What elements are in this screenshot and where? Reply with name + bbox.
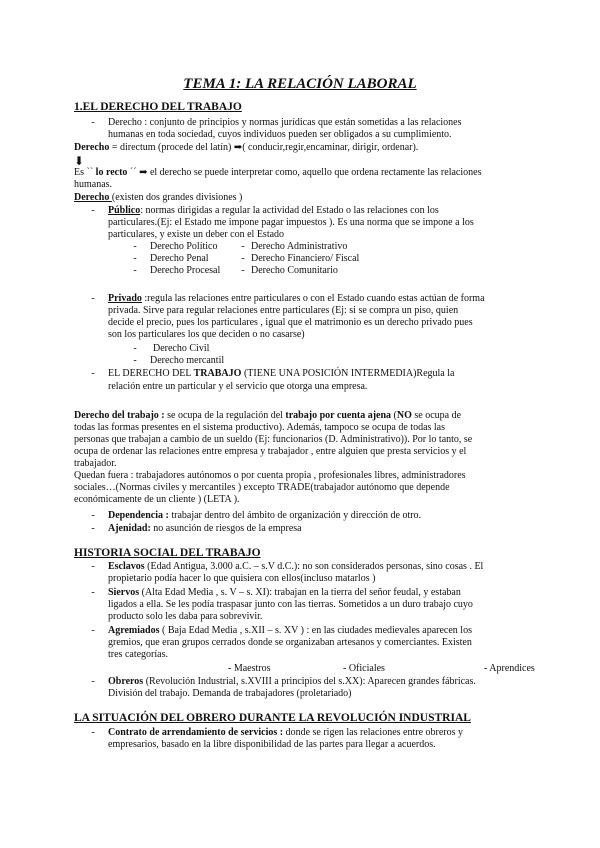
- public-law-item: Derecho Financiero/ Fiscal: [251, 253, 360, 264]
- etymology-line: [74, 142, 418, 154]
- no-term: NO: [396, 410, 412, 421]
- page-title: TEMA 1: LA RELACIÓN LABORAL: [183, 76, 417, 92]
- siervos-term: Siervos: [108, 587, 140, 598]
- lo-recto-term: lo recto: [95, 167, 128, 178]
- bullet-dash: -: [91, 368, 95, 379]
- esclavos-text: (Edad Antigua, 3.000 a.C. – s.V d.C.): no son considerados personas, sino cosas . El: [144, 561, 484, 572]
- contrato-line: [108, 727, 463, 739]
- bullet-dash: -: [91, 510, 95, 521]
- agremiados-line: gremios, que eran grupos cerrados donde se organizaban artesanos y comerciantes. Existen: [108, 637, 472, 648]
- derecho-trabajo-definition-line: trabajador.: [74, 458, 117, 469]
- definition-text: (: [391, 410, 397, 421]
- bullet-dash: -: [91, 205, 95, 216]
- dependencia-text: trabajar dentro del ámbito de organización y dirección de otro.: [168, 510, 422, 521]
- contrato-text: donde se rigen las relaciones entre obreros y: [283, 727, 464, 738]
- public-law-item: Derecho Penal: [150, 253, 209, 264]
- esclavos-line: [108, 561, 483, 573]
- privado-text: :regula las relaciones entre particulares o con el Estado cuando estas actúan de forma: [141, 293, 485, 304]
- lo-recto-prefix: Es ``: [74, 167, 96, 178]
- esclavos-term: Esclavos: [108, 561, 145, 572]
- obreros-line: División del trabajo. Demanda de trabajadores (proletariado): [108, 688, 352, 699]
- privado-line: [108, 293, 485, 305]
- publico-line: particulares.(Ej: el Estado me impone pagar impuestos ). Es una norma que se impone a los: [108, 217, 474, 228]
- bullet-dash: -: [91, 587, 95, 598]
- siervos-line: ligados a ella. Se les podía traspasar junto con las tierras. Sometidos a un duro trabajo cuyo: [108, 599, 473, 610]
- position-prefix: EL DERECHO DEL: [108, 368, 194, 379]
- obreros-text: (Revolución Industrial, s.XVIII a principios del s.XX): Aparecen grandes fábricas.: [143, 676, 476, 687]
- derecho-trabajo-position-line: relación entre un particular y el servicio que otorga una empresa.: [108, 381, 368, 392]
- etymology-text: = directum (procede del latín) ➡( conducir,regir,encaminar, dirigir, ordenar).: [109, 142, 419, 153]
- category-item: - Aprendices: [484, 663, 535, 674]
- bullet-dash: -: [133, 343, 137, 354]
- public-law-item: Derecho Comunitario: [251, 265, 338, 276]
- lo-recto-line: humanas.: [74, 179, 113, 190]
- position-text: (TIENE UNA POSICIÓN INTERMEDIA)Regula la: [241, 368, 455, 379]
- ajenidad-term: Ajenidad:: [108, 523, 151, 534]
- bullet-dash: -: [91, 727, 95, 738]
- privado-line: son los particulares los que deciden o no casarse): [108, 329, 305, 340]
- publico-line: [108, 205, 439, 217]
- agremiados-line: tres categorías.: [108, 649, 168, 660]
- publico-term: Público: [108, 205, 141, 216]
- privado-line: decide el precio, pues los particulares , igual que el matrimonio es un derecho privado pues: [108, 317, 473, 328]
- public-law-item: Derecho Administrativo: [251, 241, 348, 252]
- divisions-text: (existen dos grandes divisiones ): [111, 192, 243, 203]
- siervos-line: [108, 587, 461, 599]
- privado-term: Privado: [108, 293, 142, 304]
- bullet-dash: -: [133, 253, 137, 264]
- category-item: - Oficiales: [343, 663, 385, 674]
- dependencia-line: [108, 510, 421, 522]
- bullet-dash: -: [91, 561, 95, 572]
- derecho-trabajo-term: Derecho del trabajo :: [74, 410, 165, 421]
- agremiados-term: Agremiados: [108, 625, 160, 636]
- bullet-dash: -: [91, 676, 95, 687]
- derecho-trabajo-definition-line: todas las formas presentes en el sistema productivo). Además, tampoco se ocupa de todas las: [74, 422, 446, 433]
- quedan-fuera-line: Quedan fuera : trabajadores autónomos o por cuenta propia , profesionales libres, administradores: [74, 470, 466, 481]
- lo-recto-line: [74, 167, 481, 179]
- section-heading-situacion-obrero: LA SITUACIÓN DEL OBRERO DURANTE LA REVOLUCIÓN INDUSTRIAL: [74, 712, 471, 724]
- ajenidad-text: no asunción de riesgos de la empresa: [150, 523, 302, 534]
- derecho-trabajo-definition-line: personas que trabajan a cambio de un sueldo (Ej: funcionarios (D. Administrativo)). Por lo tanto, se: [74, 434, 473, 445]
- definition-text: se ocupa de la regulación del: [164, 410, 286, 421]
- contrato-line: empresarios, basado en la libre disponibilidad de las partes para llegar a acuerdos.: [108, 739, 436, 750]
- bullet-dash: -: [133, 355, 137, 366]
- bullet-dash: -: [133, 241, 137, 252]
- privado-line: privada. Sirve para regular relaciones entre particulares (Ej: si se compra un piso, quien: [108, 305, 459, 316]
- down-arrow-icon: ⬇: [74, 154, 85, 168]
- contrato-term: Contrato de arrendamiento de servicios :: [108, 727, 284, 738]
- derecho-trabajo-definition-line: [74, 410, 461, 422]
- divisions-line: [74, 192, 242, 204]
- quedan-fuera-line: sociales…(Normas civiles y mercantiles ) excepto TRADE(trabajador autónomo que depende: [74, 482, 450, 493]
- esclavos-line: propietario podía hacer lo que quisiera con ellos(incluso matarlos ): [108, 573, 376, 584]
- agremiados-line: [108, 625, 472, 637]
- bullet-dash: -: [241, 265, 245, 276]
- obreros-line: [108, 676, 476, 688]
- derecho-definition-line: Derecho : conjunto de principios y normas jurídicas que están sometidas a las relaciones: [108, 117, 462, 128]
- bullet-dash: -: [91, 293, 95, 304]
- trabajo-term: TRABAJO: [193, 368, 242, 379]
- obreros-term: Obreros: [108, 676, 144, 687]
- derecho-trabajo-position-line: [108, 368, 454, 380]
- ajenidad-line: [108, 523, 302, 535]
- agremiados-text: ( Baja Edad Media , s.XII – s. XV ) : en las ciudades medievales aparecen los: [159, 625, 472, 636]
- quedan-fuera-line: económicamente de un cliente ) (LETA ).: [74, 494, 240, 505]
- cuenta-ajena-term: trabajo por cuenta ajena: [285, 410, 392, 421]
- derecho-trabajo-definition-line: ocupa de ordenar las relaciones entre empresa y trabajador , entre alguien que presta servicios y el: [74, 446, 467, 457]
- derecho-definition-line: humanas en toda sociedad, cuyos individuos pueden ser obligados a su cumplimiento.: [108, 129, 452, 140]
- bullet-dash: -: [91, 625, 95, 636]
- private-law-item: Derecho mercantil: [150, 355, 225, 366]
- publico-text: : normas dirigidas a regular la actividad del Estado o las relaciones con los: [140, 205, 439, 216]
- divisions-term: Derecho: [74, 192, 112, 203]
- definition-text: se ocupa de: [411, 410, 462, 421]
- lo-recto-text: ´´ ➡ el derecho se puede interpretar como, aquello que ordena rectamente las relaciones: [127, 167, 482, 178]
- etymology-term: Derecho: [74, 142, 110, 153]
- bullet-dash: -: [91, 523, 95, 534]
- publico-line: particulares, y existe un deber con el Estado: [108, 229, 285, 240]
- private-law-item: Derecho Civil: [153, 343, 210, 354]
- siervos-text: (Alta Edad Media , s. V – s. XI): trabajan en la tierra del señor feudal, y estaban: [139, 587, 461, 598]
- bullet-dash: -: [241, 241, 245, 252]
- category-item: - Maestros: [228, 663, 271, 674]
- section-heading-historia: HISTORIA SOCIAL DEL TRABAJO: [74, 547, 261, 559]
- bullet-dash: -: [91, 117, 95, 128]
- public-law-item: Derecho Procesal: [150, 265, 221, 276]
- siervos-line: producto solo les daba para sobrevivir.: [108, 611, 263, 622]
- dependencia-term: Dependencia :: [108, 510, 169, 521]
- section-heading-derecho-trabajo: 1.EL DERECHO DEL TRABAJO: [74, 101, 242, 113]
- bullet-dash: -: [241, 253, 245, 264]
- bullet-dash: -: [133, 265, 137, 276]
- public-law-item: Derecho Político: [150, 241, 218, 252]
